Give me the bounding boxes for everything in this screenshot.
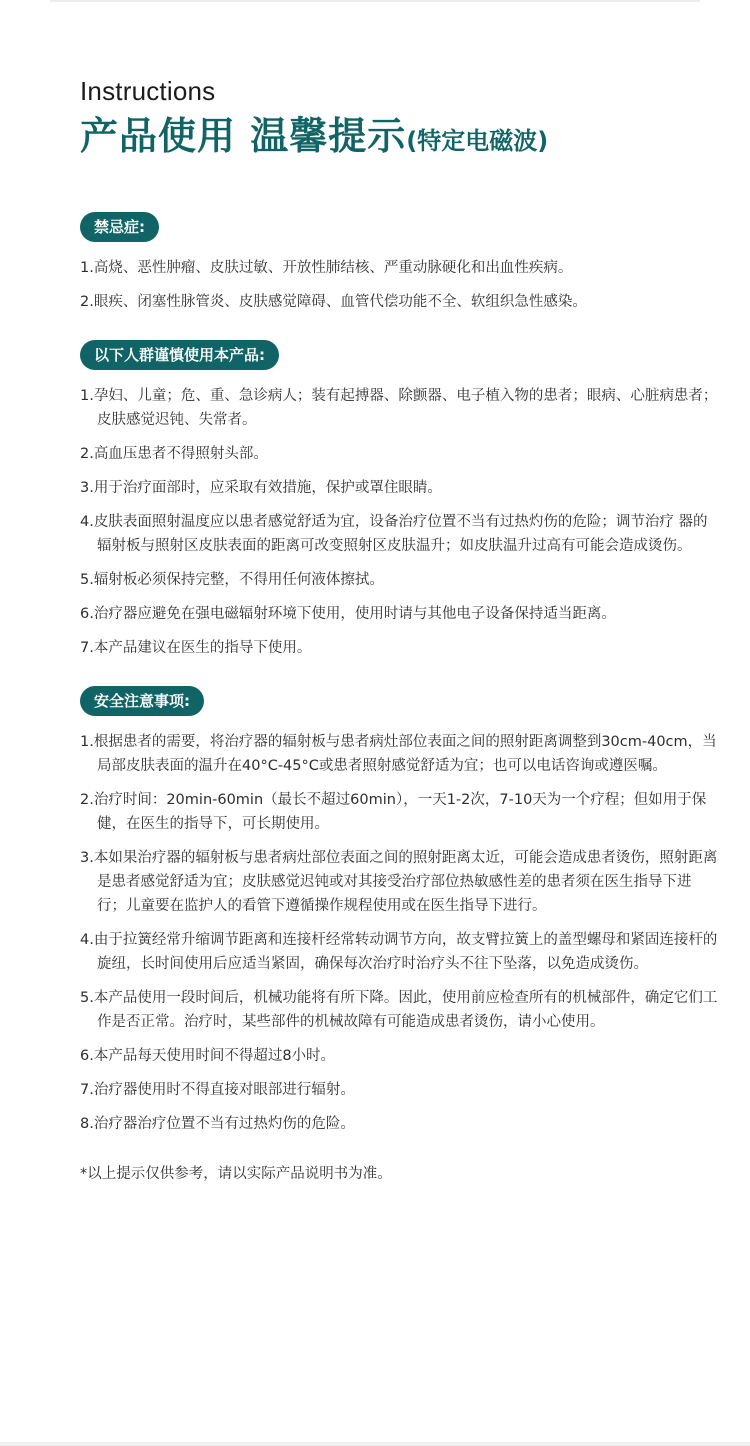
top-divider — [50, 0, 700, 2]
section-safety-notes — [80, 686, 720, 1136]
section-badge: 安全注意事项: — [80, 686, 204, 716]
bottom-divider — [0, 1442, 750, 1446]
instructions-page — [80, 74, 720, 1186]
list-item: 6.治疗器应避免在强电磁辐射环境下使用，使用时请与其他电子设备保持适当距离。 — [80, 606, 616, 622]
list-item: 3.用于治疗面部时，应采取有效措施，保护或罩住眼睛。 — [80, 480, 442, 496]
list-item: 1.根据患者的需要，将治疗器的辐射板与患者病灶部位表面之间的照射距离调整到30cm-40cm，当局部皮肤表面的温升在40°C-45°C或患者照射感觉舒适为宜；也可以电话咨询或遵医嘱。 — [80, 734, 717, 774]
list-item: 1.高烧、恶性肿瘤、皮肤过敏、开放性肺结核、严重动脉硬化和出血性疾病。 — [80, 260, 573, 276]
list-item: 2.治疗时间：20min-60min（最长不超过60min），一天1-2次，7-10天为一个疗程；但如用于保健，在医生的指导下，可长期使用。 — [80, 792, 707, 832]
list-item: 4.皮肤表面照射温度应以患者感觉舒适为宜，设备治疗位置不当有过热灼伤的危险；调节治疗 器的辐射板与照射区皮肤表面的距离可改变照射区皮肤温升；如皮肤温升过高有可能会造成烫伤。 — [80, 514, 708, 554]
list-item: 5.辐射板必须保持完整，不得用任何液体擦拭。 — [80, 572, 384, 588]
list-item: 1.孕妇、儿童；危、重、急诊病人；装有起搏器、除颤器、电子植入物的患者；眼病、心脏病患者；皮肤感觉迟钝、失常者。 — [80, 388, 718, 428]
section-caution-groups — [80, 340, 720, 660]
section-badge: 以下人群谨慎使用本产品: — [80, 340, 279, 370]
list-item: 7.治疗器使用时不得直接对眼部进行辐射。 — [80, 1082, 355, 1098]
list-item: 3.本如果治疗器的辐射板与患者病灶部位表面之间的照射距离太近，可能会造成患者烫伤，照射距离是患者感觉舒适为宜；皮肤感觉迟钝或对其接受治疗部位热敏感性差的患者须在医生指导下进行；儿童要在监护人的看管下遵循操作规程使用或在医生指导下进行。 — [80, 850, 718, 914]
list-item: 4.由于拉簧经常升缩调节距离和连接杆经常转动调节方向，故支臂拉簧上的盖型螺母和紧固连接杆的旋纽，长时间使用后应适当紧固，确保每次治疗时治疗头不往下坠落，以免造成烫伤。 — [80, 932, 718, 972]
page-title-sub: (特定电磁波) — [406, 127, 549, 155]
section-list — [80, 384, 720, 660]
page-title-main: 产品使用 温馨提示 — [80, 114, 407, 158]
list-item: 6.本产品每天使用时间不得超过8小时。 — [80, 1048, 336, 1064]
list-item: 2.眼疾、闭塞性脉管炎、皮肤感觉障碍、血管代偿功能不全、软组织急性感染。 — [80, 294, 587, 310]
list-item: 7.本产品建议在医生的指导下使用。 — [80, 640, 312, 656]
section-list — [80, 256, 720, 314]
section-badge: 禁忌症: — [80, 212, 159, 242]
list-item: 2.高血压患者不得照射头部。 — [80, 446, 268, 462]
eyebrow-title: Instructions — [80, 76, 216, 106]
section-contraindications — [80, 212, 720, 314]
page-title — [80, 112, 720, 168]
list-item: 8.治疗器治疗位置不当有过热灼伤的危险。 — [80, 1116, 355, 1132]
footnote: *以上提示仅供参考，请以实际产品说明书为准。 — [80, 1166, 392, 1182]
section-list — [80, 730, 720, 1136]
list-item: 5.本产品使用一段时间后，机械功能将有所下降。因此，使用前应检查所有的机械部件，确定它们工作是否正常。治疗时，某些部件的机械故障有可能造成患者烫伤，请小心使用。 — [80, 990, 718, 1030]
